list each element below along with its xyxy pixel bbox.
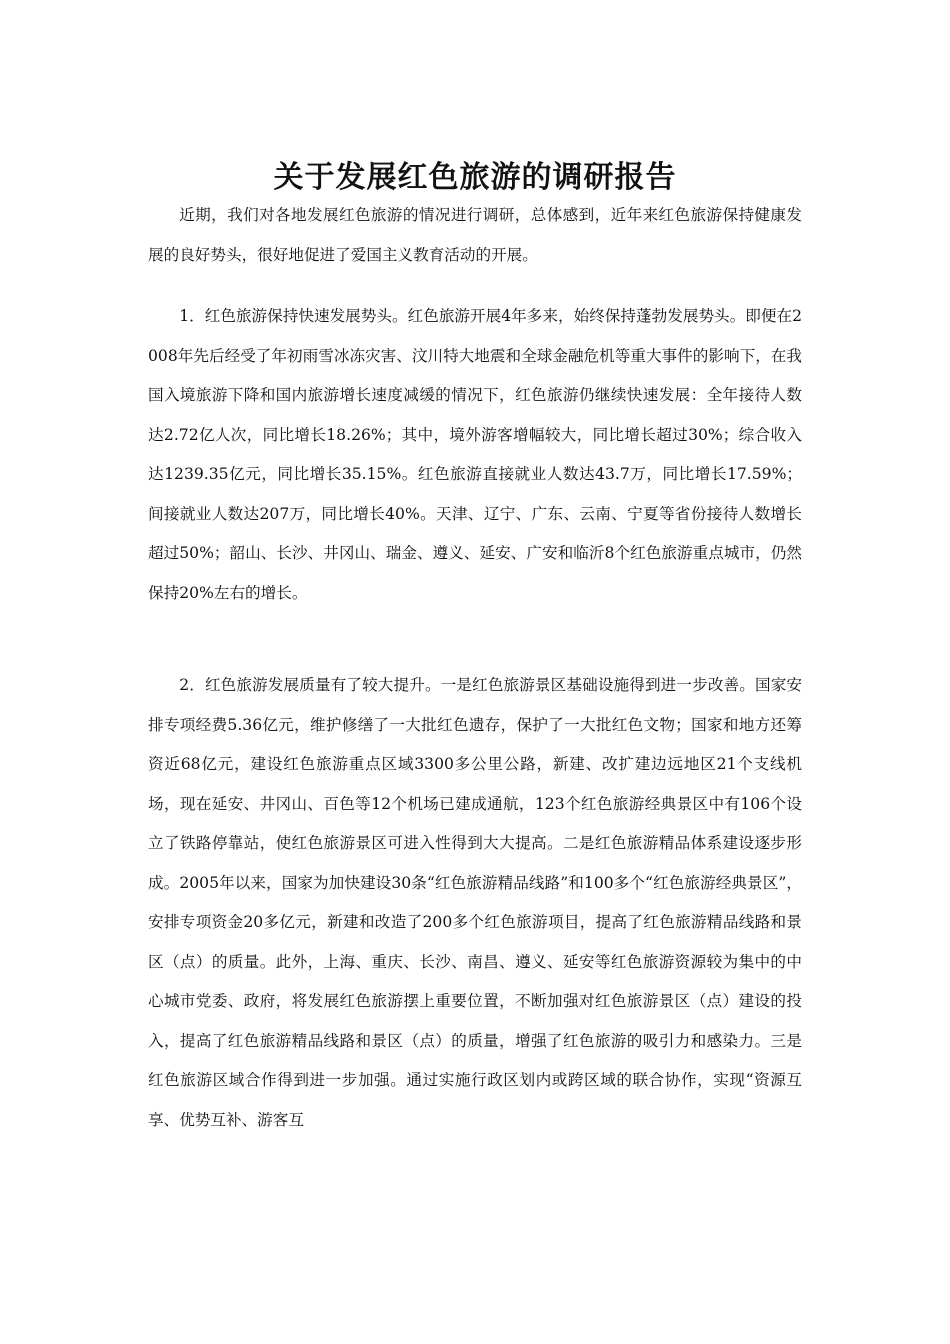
section-1-paragraph: 1．红色旅游保持快速发展势头。红色旅游开展4年多来，始终保持蓬勃发展势头。即便在2008年先后经受了年初雨雪冰冻灾害、汶川特大地震和全球金融危机等重大事件的影响下，在我国入境旅游下降和国内旅游增长速度减缓的情况下，红色旅游仍继续快速发展：全年接待人数达2.72亿人次，同比增长18.26%；其中，境外游客增幅较大，同比增长超过30%；综合收入达1239.35亿元，同比增长35.15%。红色旅游直接就业人数达43.7万，同比增长17.59%；间接就业人数达207万，同比增长40%。天津、辽宁、广东、云南、宁夏等省份接待人数增长超过50%；韶山、长沙、井冈山、瑞金、遵义、延安、广安和临沂8个红色旅游重点城市，仍然保持20%左右的增长。 [148,307,802,602]
document-title: 关于发展红色旅游的调研报告 [273,160,677,195]
section-2-paragraph: 2．红色旅游发展质量有了较大提升。一是红色旅游景区基础设施得到进一步改善。国家安排专项经费5.36亿元，维护修缮了一大批红色遗存，保护了一大批红色文物；国家和地方还筹资近68亿元，建设红色旅游重点区域3300多公里公路，新建、改扩建边远地区21个支线机场，现在延安、井冈山、百色等12个机场已建成通航，123个红色旅游经典景区中有106个设立了铁路停靠站，使红色旅游景区可进入性得到大大提高。二是红色旅游精品体系建设逐步形成。2005年以来，国家为加快建设30条“红色旅游精品线路”和100多个“红色旅游经典景区”，安排专项资金20多亿元，新建和改造了200多个红色旅游项目，提高了红色旅游精品线路和景区（点）的质量。此外，上海、重庆、长沙、南昌、遵义、延安等红色旅游资源较为集中的中心城市党委、政府，将发展红色旅游摆上重要位置，不断加强对红色旅游景区（点）建设的投入，提高了红色旅游精品线路和景区（点）的质量，增强了红色旅游的吸引力和感染力。三是红色旅游区域合作得到进一步加强。通过实施行政区划内或跨区域的联合协作，实现“资源互享、优势互补、游客互 [148,676,802,1129]
intro-paragraph: 近期，我们对各地发展红色旅游的情况进行调研，总体感到，近年来红色旅游保持健康发展的良好势头，很好地促进了爱国主义教育活动的开展。 [148,206,802,264]
